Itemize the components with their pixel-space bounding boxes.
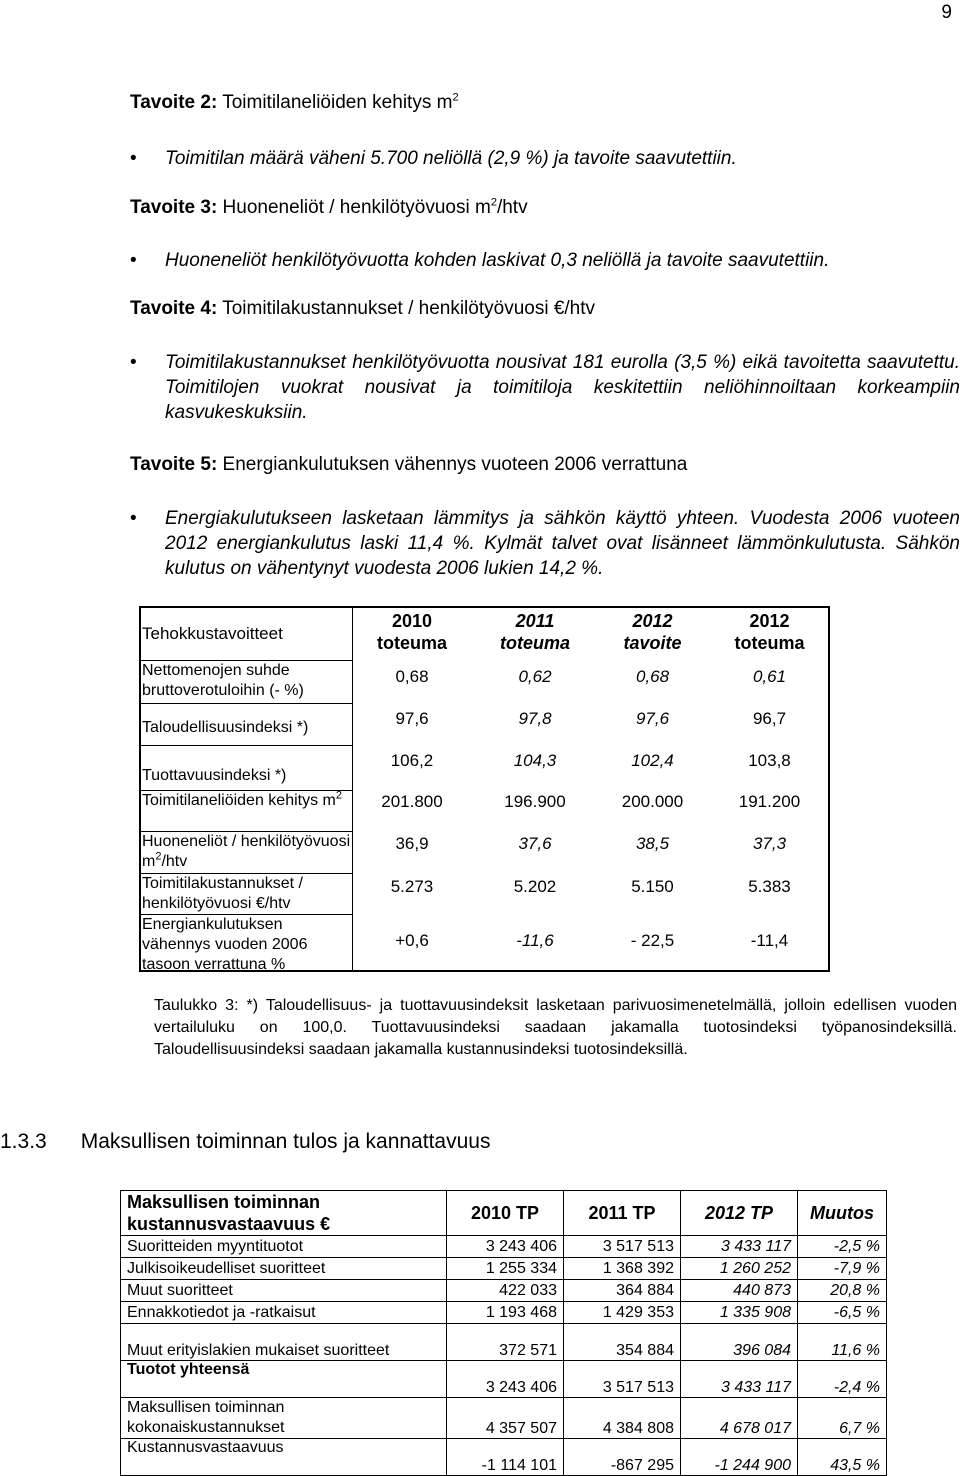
- cell-2011: 364 884: [564, 1280, 681, 1302]
- bullet-goal-3-text: Huoneneliöt henkilötyövuotta kohden laskivat 0,3 neliöllä ja tavoite saavutettiin.: [165, 250, 830, 271]
- efficiency-value-cell: 37,3: [752, 834, 787, 853]
- table-row: [121, 1302, 887, 1324]
- goal-3-heading: [130, 197, 528, 219]
- efficiency-value-cell: 106,2: [390, 751, 434, 770]
- goal-5-text: Energiankulutuksen vähennys vuoteen 2006 verrattuna: [217, 454, 688, 475]
- efficiency-col-header-kind: toteuma: [499, 633, 570, 653]
- cell-2012: 1 335 908: [681, 1302, 798, 1324]
- bullet-icon: •: [130, 148, 137, 169]
- cell-2012: 396 084: [681, 1324, 798, 1361]
- bullet-goal-5: [130, 506, 960, 581]
- cell-2010: 372 571: [447, 1324, 564, 1361]
- efficiency-value-cell: 102,4: [631, 751, 674, 770]
- efficiency-value-cell: 0,68: [395, 667, 429, 686]
- row-label: Kustannusvastaavuus: [121, 1439, 447, 1476]
- cell-2010: -1 114 101: [447, 1439, 564, 1476]
- cost-recovery-header-label: Maksullisen toiminnan kustannusvastaavuus €: [121, 1191, 447, 1236]
- cell-2011: 354 884: [564, 1324, 681, 1361]
- efficiency-row-label: Taloudellisuusindeksi *): [139, 704, 353, 746]
- cell-2011: 4 384 808: [564, 1398, 681, 1439]
- goal-5-heading: [130, 454, 687, 476]
- efficiency-value-cell: 97,6: [635, 709, 670, 728]
- cell-2012: -1 244 900: [681, 1439, 798, 1476]
- cell-2010: 4 357 507: [447, 1398, 564, 1439]
- bullet-goal-2-text: Toimitilan määrä väheni 5.700 neliöllä (2,9 %) ja tavoite saavutettiin.: [165, 148, 737, 169]
- efficiency-value-cell: 97,8: [518, 709, 552, 728]
- efficiency-col-header-year: 2012: [749, 611, 790, 631]
- cell-2011: 1 429 353: [564, 1302, 681, 1324]
- cost-recovery-header-2011: 2011 TP: [564, 1191, 681, 1236]
- cell-change: 6,7 %: [798, 1398, 887, 1439]
- cell-2012: 4 678 017: [681, 1398, 798, 1439]
- goal-5-label: Tavoite 5:: [130, 454, 218, 475]
- efficiency-value-cell: 0,68: [635, 667, 670, 686]
- cell-change: -2,4 %: [798, 1361, 887, 1398]
- table-row: [121, 1361, 887, 1398]
- cell-2011: -867 295: [564, 1439, 681, 1476]
- efficiency-value-cell: 201.800: [381, 792, 443, 811]
- cell-change: 11,6 %: [798, 1324, 887, 1361]
- efficiency-value-cell: -11,6: [516, 931, 554, 950]
- efficiency-value-cell: 5.273: [390, 877, 434, 896]
- row-label: Julkisoikeudelliset suoritteet: [121, 1258, 447, 1280]
- bullet-goal-3: [130, 248, 960, 273]
- efficiency-row-label-sup: 2: [155, 850, 162, 863]
- efficiency-value-cell: 103,8: [748, 751, 791, 770]
- cell-2010: 1 255 334: [447, 1258, 564, 1280]
- efficiency-value-cell: -11,4: [750, 931, 789, 950]
- goal-3-tail: /htv: [496, 197, 528, 218]
- cell-2010: 3 243 406: [447, 1361, 564, 1398]
- cost-recovery-header-2012: 2012 TP: [681, 1191, 798, 1236]
- cell-2012: 3 433 117: [681, 1361, 798, 1398]
- table-row: [121, 1439, 887, 1476]
- efficiency-value-cell: 104,3: [513, 751, 557, 770]
- efficiency-col-header-year: 2010: [391, 611, 433, 631]
- bullet-icon: •: [130, 508, 137, 529]
- bullet-icon: •: [130, 250, 137, 271]
- efficiency-value-cell: 37,6: [518, 834, 552, 853]
- row-label: Ennakkotiedot ja -ratkaisut: [121, 1302, 447, 1324]
- efficiency-row-label: [139, 832, 353, 874]
- goal-4-label: Tavoite 4:: [130, 298, 218, 319]
- table-row: [121, 1324, 887, 1361]
- row-label: Suoritteiden myyntituotot: [121, 1236, 447, 1258]
- goal-4-heading: [130, 298, 595, 320]
- cell-2012: 1 260 252: [681, 1258, 798, 1280]
- goal-3-label: Tavoite 3:: [130, 197, 218, 218]
- efficiency-table-labels: [139, 606, 354, 972]
- cell-2011: 3 517 513: [564, 1361, 681, 1398]
- row-label: Tuotot yhteensä: [121, 1361, 447, 1398]
- cell-2012: 440 873: [681, 1280, 798, 1302]
- goal-3-sup: 2: [490, 196, 497, 209]
- goal-4-text: Toimitilakustannukset / henkilötyövuosi €/htv: [217, 298, 596, 319]
- efficiency-col-header: [595, 610, 710, 654]
- table-row: [121, 1398, 887, 1439]
- efficiency-value-cell: 0,62: [518, 667, 552, 686]
- efficiency-value-cell: 36,9: [395, 834, 429, 853]
- bullet-goal-2: [130, 146, 960, 171]
- efficiency-col-header-kind: toteuma: [734, 633, 805, 653]
- efficiency-value-cell: - 22,5: [630, 931, 675, 950]
- efficiency-row-label: Toimitilakustannukset / henkilötyövuosi €/htv: [139, 874, 353, 915]
- cost-recovery-header-change: Muutos: [798, 1191, 887, 1236]
- efficiency-col-header-kind: toteuma: [376, 633, 447, 653]
- cell-2010: 3 243 406: [447, 1236, 564, 1258]
- efficiency-value-cell: 196.900: [504, 792, 566, 811]
- table-row: [121, 1280, 887, 1302]
- table-row: [121, 1236, 887, 1258]
- table-row: [121, 1258, 887, 1280]
- section-number: 1.3.3: [0, 1130, 47, 1153]
- goal-3-text: Huoneneliöt / henkilötyövuosi m: [217, 197, 491, 218]
- efficiency-value-cell: 5.202: [513, 877, 557, 896]
- efficiency-col-header: [357, 610, 467, 654]
- bullet-goal-4-text: Toimitilakustannukset henkilötyövuotta nousivat 181 eurolla (3,5 %) eikä tavoitetta saavutettu. Toimitilojen vuokrat nousivat ja toimitiloja keskitettiin neliöhinnoiltaan korkeampiin kasvukeskuksiin.: [165, 352, 960, 423]
- row-label: Muut erityislakien mukaiset suoritteet: [121, 1324, 447, 1361]
- efficiency-value-cell: 191.200: [738, 792, 801, 811]
- efficiency-col-header-year: 2011: [515, 611, 555, 631]
- cell-2011: 1 368 392: [564, 1258, 681, 1280]
- row-label: Muut suoritteet: [121, 1280, 447, 1302]
- efficiency-value-cell: +0,6: [395, 931, 429, 950]
- efficiency-value-cell: 5.150: [631, 877, 674, 896]
- efficiency-row-label-sup: 2: [335, 789, 342, 802]
- cell-2011: 3 517 513: [564, 1236, 681, 1258]
- cell-change: 43,5 %: [798, 1439, 887, 1476]
- cost-recovery-table: [120, 1190, 887, 1476]
- goal-2-heading: [130, 92, 459, 114]
- bullet-goal-5-text: Energiakulutukseen lasketaan lämmitys ja sähkön käyttö yhteen. Vuodesta 2006 vuoteen 2012 energiankulutus laski 11,4 %. Kylmät talvet ovat lisänneet lämmönkulutusta. Sähkön kulutus on vähentynyt vuodesta 2006 lukien 14,2 %.: [165, 508, 960, 579]
- efficiency-col-header-kind: tavoite: [623, 633, 682, 653]
- cell-change: -6,5 %: [798, 1302, 887, 1324]
- efficiency-table-header-label: Tehokkustavoitteet: [139, 606, 353, 661]
- bullet-goal-4: [130, 350, 960, 425]
- goal-2-text: Toimitilaneliöiden kehitys m: [217, 92, 453, 113]
- efficiency-value-cell: 200.000: [621, 792, 684, 811]
- cell-2010: 422 033: [447, 1280, 564, 1302]
- efficiency-value-cell: 5.383: [748, 877, 791, 896]
- row-label: Maksullisen toiminnan kokonaiskustannukset: [121, 1398, 447, 1439]
- efficiency-row-label: Energiankulutuksen vähennys vuoden 2006 tasoon verrattuna %: [139, 915, 353, 972]
- efficiency-value-cell: 97,6: [395, 709, 429, 728]
- efficiency-col-header: [712, 610, 827, 654]
- efficiency-row-label-text: Huoneneliöt / henkilötyövuosi m: [142, 833, 351, 870]
- page-number: 9: [941, 2, 952, 23]
- efficiency-row-label-text: Toimitilaneliöiden kehitys m: [142, 792, 336, 809]
- cell-change: -7,9 %: [798, 1258, 887, 1280]
- efficiency-value-cell: 38,5: [635, 834, 670, 853]
- section-heading: [0, 1130, 490, 1154]
- efficiency-value-cell: 96,7: [752, 709, 787, 728]
- efficiency-row-label-tail: /htv: [161, 853, 188, 870]
- cell-2010: 1 193 468: [447, 1302, 564, 1324]
- goal-2-label: Tavoite 2:: [130, 92, 218, 113]
- section-title: Maksullisen toiminnan tulos ja kannattavuus: [80, 1130, 491, 1153]
- cost-recovery-header-2010: 2010 TP: [447, 1191, 564, 1236]
- table-caption: Taulukko 3: *) Taloudellisuus- ja tuottavuusindeksit lasketaan parivuosimenetelmällä, jolloin edellisen vuoden vertailuluku on 100,0. Tuottavuusindeksi saadaan jakamalla tuotosindeksi työpanosindeksillä. Taloudellisuusindeksi saadaan jakamalla kustannusindeksi tuotosindeksillä.: [154, 997, 957, 1058]
- cell-change: -2,5 %: [798, 1236, 887, 1258]
- cell-2012: 3 433 117: [681, 1236, 798, 1258]
- efficiency-col-header: [475, 610, 595, 654]
- efficiency-value-cell: 0,61: [752, 667, 787, 686]
- efficiency-row-label: Nettomenojen suhde bruttoverotuloihin (- %): [139, 661, 353, 704]
- bullet-icon: •: [130, 352, 137, 373]
- cell-change: 20,8 %: [798, 1280, 887, 1302]
- efficiency-col-header-year: 2012: [632, 611, 673, 631]
- goal-2-sup: 2: [452, 91, 459, 104]
- cost-recovery-header-row: [121, 1191, 887, 1236]
- efficiency-row-label: [139, 791, 353, 832]
- efficiency-row-label: Tuottavuusindeksi *): [139, 746, 353, 791]
